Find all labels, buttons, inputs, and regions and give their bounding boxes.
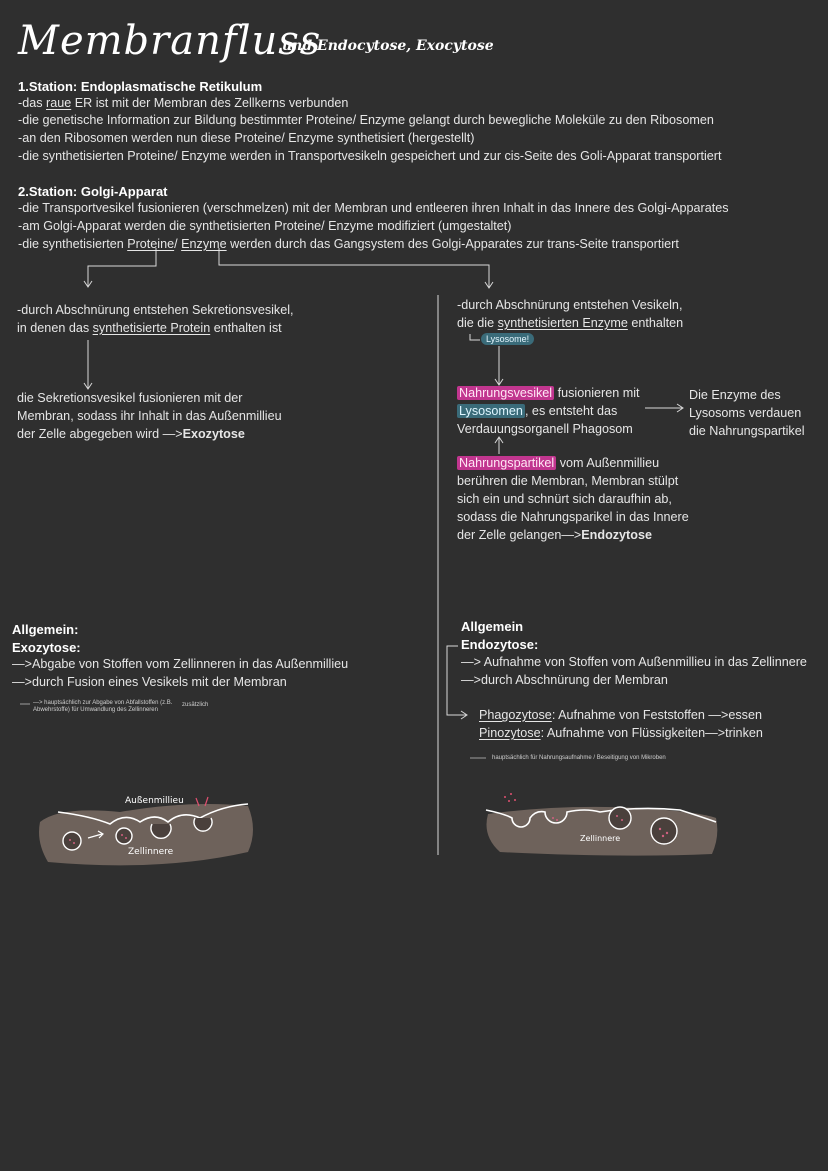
right-vesicle-text: -durch Abschnürung entstehen Vesikeln, die die synthetisierten Enzyme enthalten [457, 298, 684, 330]
exocytosis-heading: Exozytose: [12, 640, 81, 655]
right-allgemein: Allgemein [461, 619, 524, 634]
station2-heading: 2.Station: Golgi-Apparat [18, 184, 168, 199]
station2-line1: -die Transportvesikel fusionieren (verschmelzen) mit der Membran und entleeren ihren Inhalt in das Innere des Golgi-Apparates [18, 201, 729, 215]
page-title: Membranfluss [18, 18, 322, 64]
station2-line2: -am Golgi-Apparat werden die synthetisierten Proteine/ Enzyme modifiziert (umgestaltet) [18, 219, 512, 233]
endocytosis-diagram [486, 793, 717, 856]
left-tiny-note2: zusätzlich [182, 702, 209, 708]
right-endocytosis-text: Nahrungspartikel vom Außenmillieu berühren die Membran, Membran stülpt sich ein und schnürt sich daraufhin ab, sodass die Nahrungsparikel in das Innere der Zelle gelangen—>Endozytose [457, 456, 689, 542]
station1-heading: 1.Station: Endoplasmatische Retikulum [18, 79, 263, 94]
lysosome-tag: Lysosome! [481, 333, 534, 345]
exocytosis-line1: —>Abgabe von Stoffen vom Zellinneren in das Außenmillieu [12, 657, 349, 671]
left-secretion-text: -durch Abschnürung entstehen Sekretionsvesikel, in denen das synthetisierte Protein enthalten ist [17, 303, 294, 335]
station1-line1: -das raue ER ist mit der Membran des Zellkerns verbunden [18, 96, 349, 110]
station2-line3: -die synthetisierten Proteine/ Enzyme werden durch das Gangsystem des Golgi-Apparates zur trans-Seite transportiert [18, 237, 679, 251]
station1-line3: -an den Ribosomen werden nun diese Proteine/ Enzyme synthetisiert (hergestellt) [18, 131, 475, 145]
diagram-label-outside: Außenmillieu [125, 796, 184, 806]
exocytosis-line2: —>durch Fusion eines Vesikels mit der Membran [12, 675, 287, 689]
left-exocytosis-text: die Sekretionsvesikel fusionieren mit der Membran, sodass ihr Inhalt in das Außenmillieu der Zelle abgegeben wird —>Exozytose [17, 391, 282, 441]
right-phagosome-text: Nahrungsvesikel fusionieren mit Lysosomen , es entsteht das Verdauungsorganell Phagosom [457, 386, 640, 436]
diagram-label-inside-left: Zellinnere [128, 847, 174, 857]
endocytosis-line2: —>durch Abschnürung der Membran [461, 673, 668, 687]
endocytosis-line1: —> Aufnahme von Stoffen vom Außenmillieu in das Zellinnere [461, 655, 807, 669]
right-tiny-note: hauptsächlich für Nahrungsaufnahme / Beseitigung von Mikroben [492, 755, 666, 761]
left-tiny-note: —> hauptsächlich zur Abgabe von Abfallstoffen (z.B. Abwehrstoffe) für Umwandlung des Zellinneren [33, 700, 173, 713]
station1-line2: -die genetische Information zur Bildung bestimmter Proteine/ Enzyme gelangt durch bewegliche Moleküle zu den Ribosomen [18, 113, 714, 127]
phagocytosis-line: Phagozytose: Aufnahme von Feststoffen —>essen [479, 708, 762, 722]
page-subtitle: und Endocytose, Exocytose [282, 38, 494, 54]
pinocytosis-line: Pinozytose: Aufnahme von Flüssigkeiten—>trinken [479, 726, 763, 740]
endocytosis-heading: Endozytose: [461, 637, 539, 652]
station1-line4: -die synthetisierten Proteine/ Enzyme werden in Transportvesikeln gespeichert und zur cis-Seite des Goli-Apparat transportiert [18, 149, 722, 163]
left-allgemein: Allgemein: [12, 622, 79, 637]
right-side-text: Die Enzyme des Lysosoms verdauen die Nahrungspartikel [689, 388, 805, 438]
diagram-label-inside-right: Zellinnere [580, 834, 621, 843]
